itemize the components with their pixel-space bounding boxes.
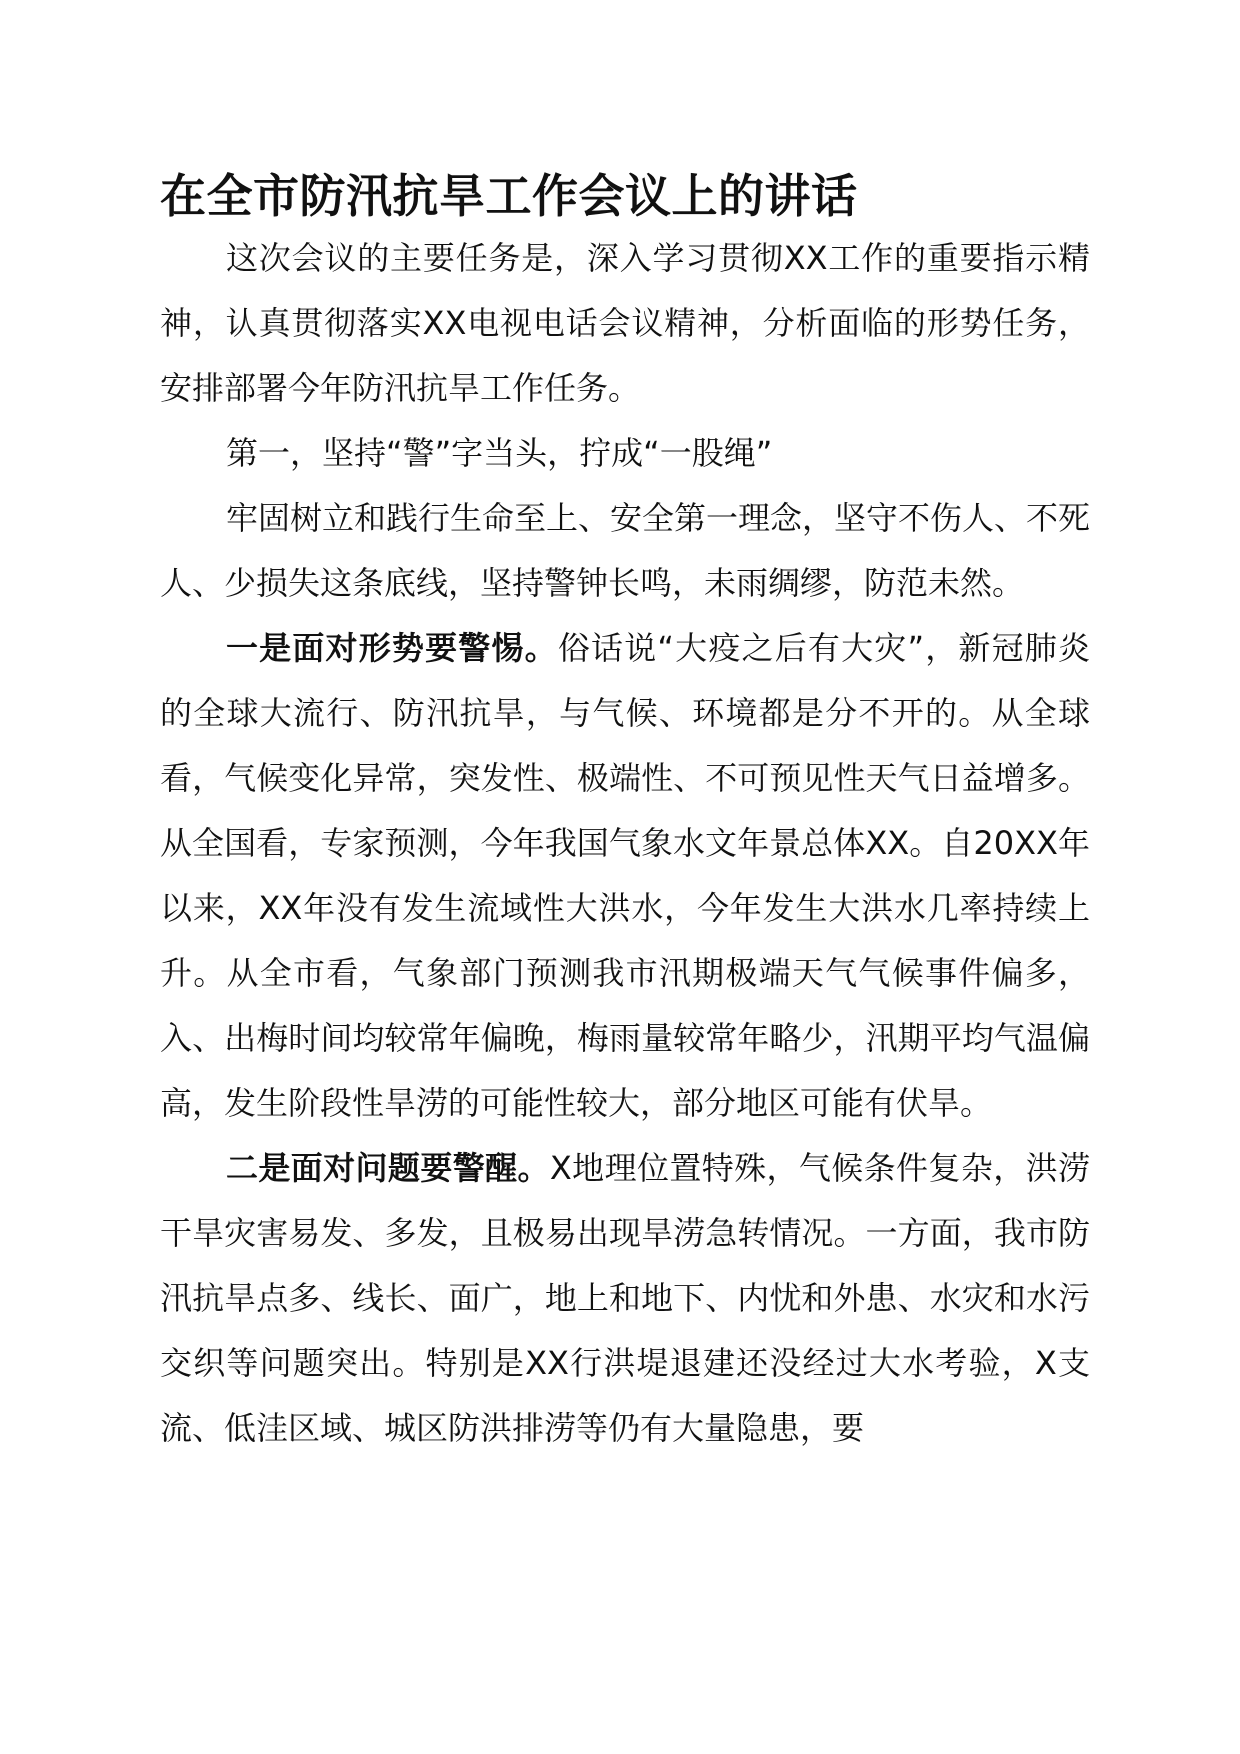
paragraph-intro	[160, 226, 1090, 421]
paragraph-text: X地理位置特殊，气候条件复杂，洪涝干旱灾害易发、多发，且极易出现旱涝急转情况。一方面，我市防汛抗旱点多、线长、面广，地上和地下、内忧和外患、水灾和水污交织等问题突出。特别是XX行洪堤退建还没经过大水考验，X支流、低洼区域、城区防洪排涝等仍有大量隐患，要	[160, 1149, 1090, 1447]
paragraph-text: 俗话说“大疫之后有大灾”，新冠肺炎的全球大流行、防汛抗旱，与气候、环境都是分不开的。从全球看，气候变化异常，突发性、极端性、不可预见性天气日益增多。从全国看，专家预测，今年我国气象水文年景总体XX。自20XX年以来，XX年没有发生流域性大洪水，今年发生大洪水几率持续上升。从全市看，气象部门预测我市汛期极端天气气候事件偏多，入、出梅时间均较常年偏晚，梅雨量较常年略少，汛期平均气温偏高，发生阶段性旱涝的可能性较大，部分地区可能有伏旱。	[160, 629, 1090, 1122]
paragraph-lead-bold: 一是面对形势要警惕。	[226, 629, 558, 667]
paragraph-situation	[160, 616, 1090, 1136]
paragraph-text: 牢固树立和践行生命至上、安全第一理念，坚守不伤人、不死人、少损失这条底线，坚持警钟长鸣，未雨绸缪，防范未然。	[160, 499, 1091, 602]
document-body	[160, 226, 1090, 1461]
paragraph-principle	[160, 486, 1090, 616]
paragraph-text: 这次会议的主要任务是，深入学习贯彻XX工作的重要指示精神，认真贯彻落实XX电视电话会议精神，分析面临的形势任务，安排部署今年防汛抗旱工作任务。	[160, 239, 1090, 407]
paragraph-text: 第一，坚持“警”字当头，拧成“一股绳”	[226, 434, 773, 472]
paragraph-lead-bold: 二是面对问题要警醒。	[226, 1149, 550, 1187]
paragraph-problems	[160, 1136, 1090, 1461]
document-title: 在全市防汛抗旱工作会议上的讲话	[160, 169, 858, 223]
section-heading	[160, 421, 1090, 486]
